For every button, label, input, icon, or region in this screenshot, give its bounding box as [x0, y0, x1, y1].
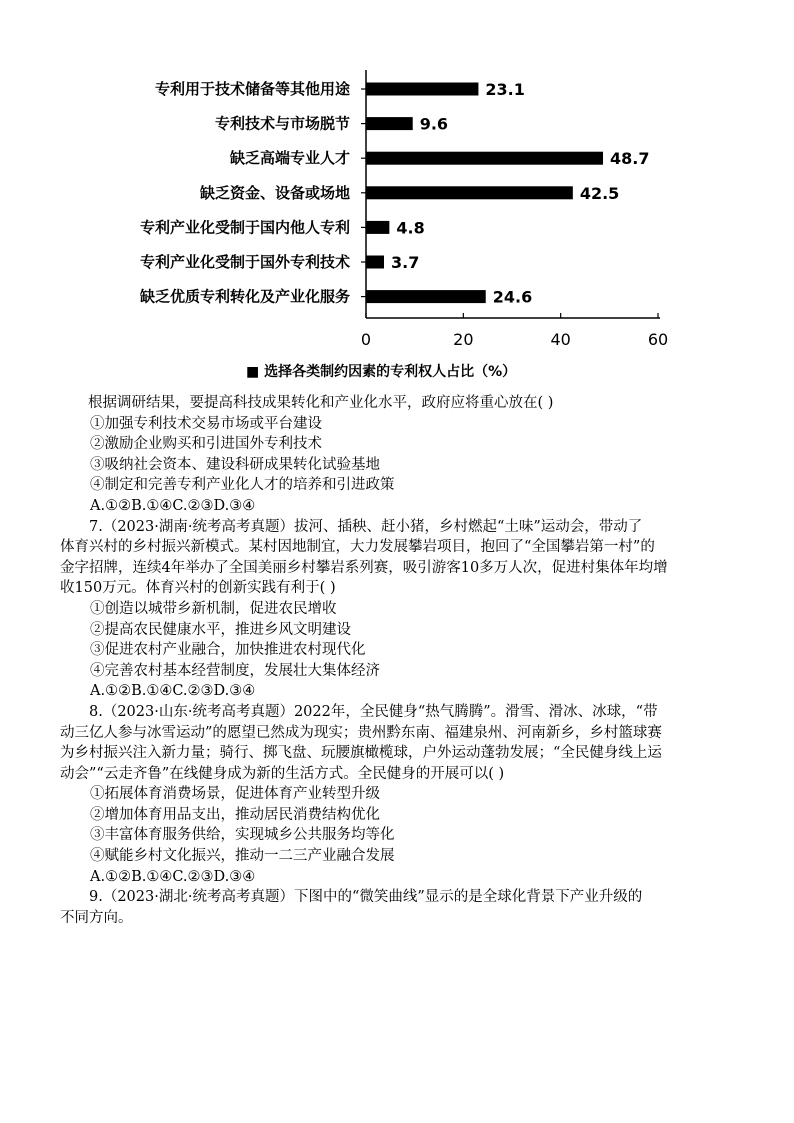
q8-line-1: 8.（2023·山东·统考高考真题）2022年，全民健身“热气腾腾”。滑雪、滑冰、冰球，“带	[89, 703, 658, 720]
bar-2	[366, 117, 413, 130]
bar-1	[366, 83, 478, 96]
value-label-1: 23.1	[485, 80, 525, 99]
category-label-5: 专利产业化受制于国内他人专利	[139, 218, 350, 237]
category-label-6: 专利产业化受制于国外专利技术	[139, 253, 350, 271]
bar-4	[366, 186, 573, 199]
q7-line-2: 体育兴村的乡村振兴新模式。某村因地制宜，大力发展攀岩项目，抱回了“全国攀岩第一村”的	[60, 539, 655, 556]
bar-3	[366, 152, 603, 165]
x-tick-label-2: 20	[453, 330, 474, 349]
q6-option-2: ②激励企业购买和引进国外专利技术	[90, 436, 322, 453]
value-label-5: 4.8	[396, 218, 425, 238]
q7-line-4: 收150万元。体育兴村的创新实践有利于( )	[60, 580, 336, 597]
q7-option-3: ③促进农村产业融合，加快推进农村现代化	[90, 642, 366, 659]
q7-choices: A.①②B.①④C.②③D.③④	[90, 683, 256, 700]
q8-option-4: ④赋能乡村文化振兴，推动一二三产业融合发展	[90, 848, 395, 865]
q8-option-3: ③丰富体育服务供给，实现城乡公共服务均等化	[90, 827, 395, 844]
bar-6	[366, 256, 384, 269]
q6-option-1: ①加强专利技术交易市场或平台建设	[90, 415, 322, 432]
q6-option-3: ③吸纳社会资本、建设科研成果转化试验基地	[90, 456, 380, 473]
q8-option-1: ①拓展体育消费场景，促进体育产业转型升级	[90, 786, 380, 803]
category-label-1: 专利用于技术储备等其他用途	[154, 80, 350, 98]
category-label-7: 缺乏优质专利转化及产业化服务	[139, 287, 350, 306]
chart-legend: ■ 选择各类制约因素的专利权人占比（%）	[246, 364, 517, 380]
bar-7	[366, 290, 486, 303]
q8-line-3: 为乡村振兴注入新力量；骑行、掷飞盘、玩腰旗橄榄球，户外运动蓬勃发展；“全民健身线上运	[60, 745, 662, 762]
q7-line-1: 7.（2023·湖南·统考高考真题）拔河、插秧、赶小猪，乡村燃起“土味”运动会，带动了	[89, 518, 643, 535]
value-label-6: 3.7	[391, 253, 420, 272]
x-tick-label-1: 0	[360, 330, 372, 349]
q8-option-2: ②增加体育用品支出，推动居民消费结构优化	[90, 806, 380, 823]
question-text	[60, 393, 768, 928]
q6-option-4: ④制定和完善专利产业化人才的培养和引进政策	[90, 477, 395, 494]
value-label-7: 24.6	[492, 287, 533, 307]
patent-bar-chart	[0, 0, 794, 390]
x-tick-label-3: 40	[550, 330, 571, 349]
q6-choices: A.①②B.①④C.②③D.③④	[90, 497, 256, 514]
q7-line-3: 金字招牌，连续4年举办了全国美丽乡村攀岩系列赛，吸引游客10多万人次，促进村集体年均增	[60, 559, 668, 576]
category-label-3: 缺乏高端专业人才	[229, 149, 350, 168]
q6-stem: 根据调研结果，要提高科技成果转化和产业化水平，政府应将重心放在( )	[88, 395, 554, 411]
q7-option-2: ②提高农民健康水平，推进乡风文明建设	[90, 621, 351, 638]
x-tick-label-4: 60	[647, 330, 669, 349]
q9-line-1: 9.（2023·湖北·统考高考真题）下图中的“微笑曲线”显示的是全球化背景下产业升级的	[89, 889, 643, 906]
q7-option-4: ④完善农村基本经营制度，发展壮大集体经济	[90, 662, 380, 679]
bar-5	[366, 221, 389, 234]
q8-choices: A.①②B.①④C.②③D.③④	[90, 868, 256, 885]
q7-option-1: ①创造以城带乡新机制，促进农民增收	[90, 600, 337, 617]
category-labels	[140, 80, 350, 306]
value-label-3: 48.7	[610, 149, 650, 169]
q9-line-2: 不同方向。	[60, 909, 133, 926]
value-label-2: 9.6	[419, 114, 449, 134]
q8-line-4: 动会”“云走齐鲁”在线健身成为新的生活方式。全民健身的开展可以( )	[60, 765, 505, 782]
q8-line-2: 动三亿人参与冰雪运动”的愿望已然成为现实；贵州黔东南、福建泉州、河南新乡，乡村篮球赛	[60, 724, 662, 741]
value-label-4: 42.5	[579, 183, 620, 203]
category-label-2: 专利技术与市场脱节	[214, 114, 350, 133]
category-label-4: 缺乏资金、设备或场地	[199, 183, 350, 202]
